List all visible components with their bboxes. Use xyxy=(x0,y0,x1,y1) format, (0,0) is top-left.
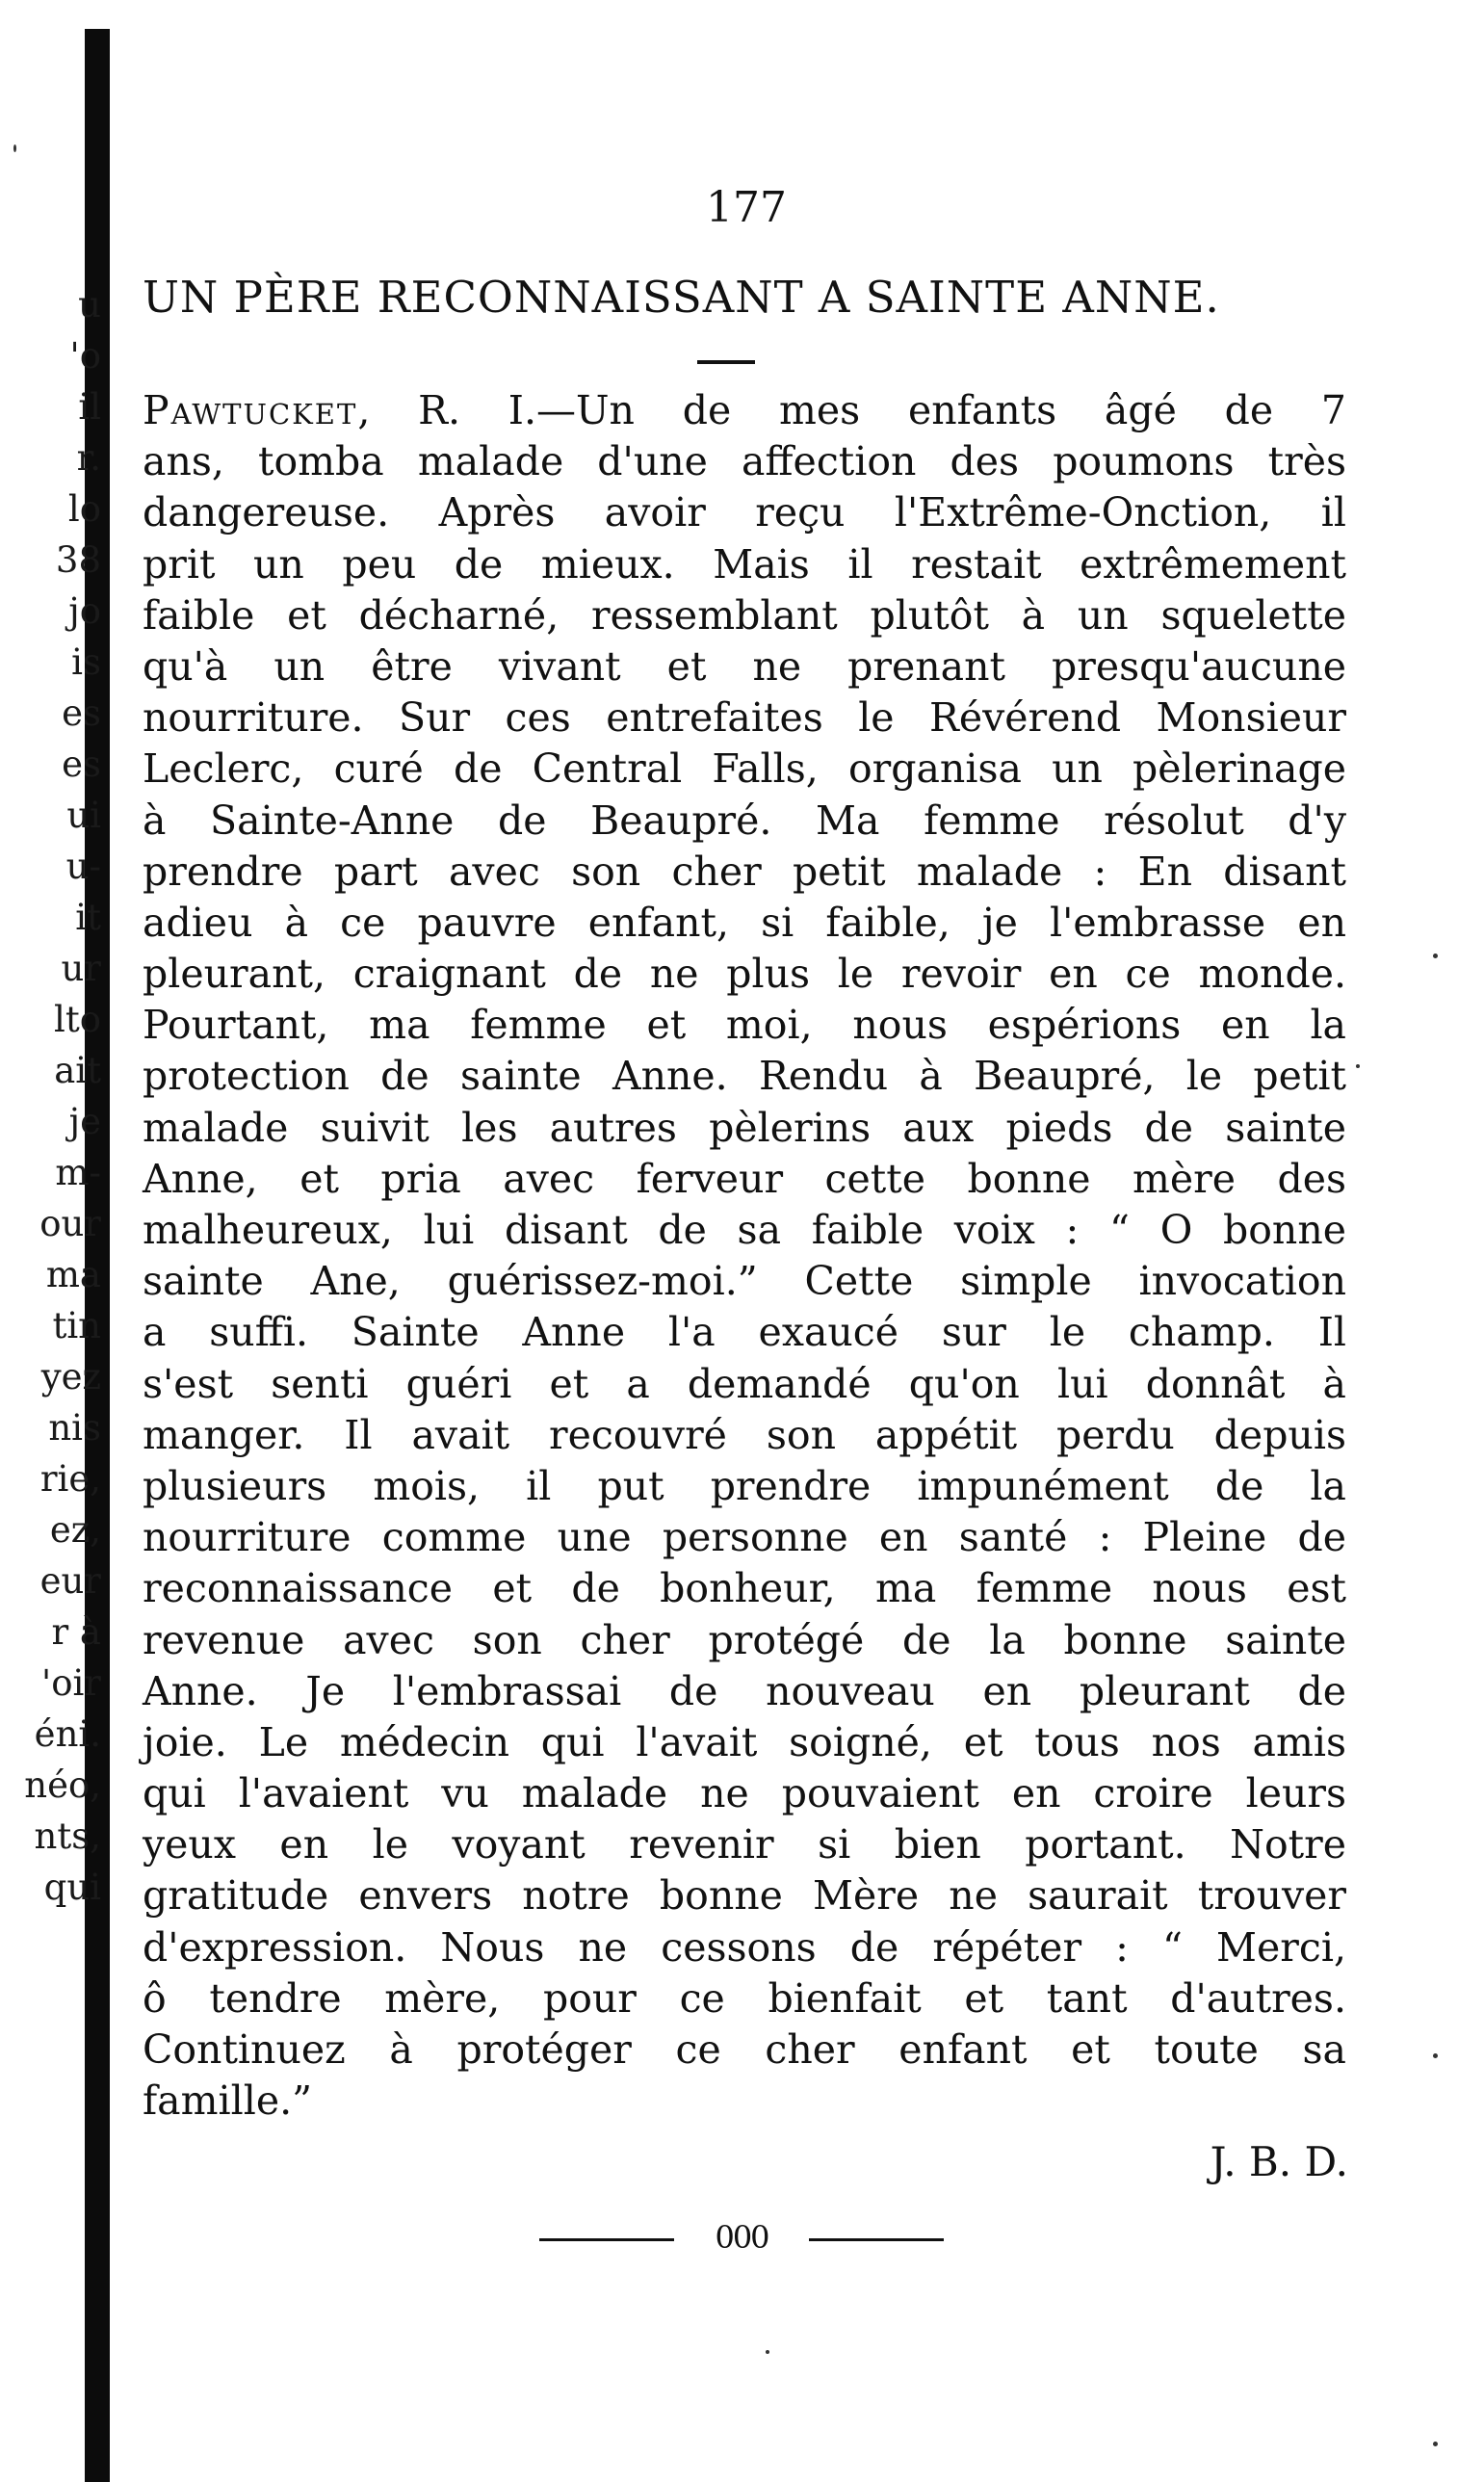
body-line: qu'à un être vivant et ne prenant presqu'aucune xyxy=(143,642,1346,690)
body-line: reconnaissance et de bonheur, ma femme nous est xyxy=(143,1565,1346,1612)
body-line: yeux en le voyant revenir si bien portant. Notre xyxy=(143,1821,1346,1868)
body-line: nourriture. Sur ces entrefaites le Révérend Monsieur xyxy=(143,694,1346,742)
left-fragment: es xyxy=(62,744,101,785)
body-line: d'expression. Nous ne cessons de répéter : “ Merci, xyxy=(143,1923,1346,1971)
body-line: prit un peu de mieux. Mais il restait extrêmement xyxy=(143,540,1346,588)
body-line: pleurant, craignant de ne plus le revoir en ce monde. xyxy=(143,951,1346,998)
left-fragment: nts, xyxy=(34,1816,101,1857)
left-fragment: néo, xyxy=(24,1764,101,1806)
body-line: prendre part avec son cher petit malade : En disant xyxy=(143,848,1346,895)
left-fragment: 'oir xyxy=(41,1662,101,1704)
separator-ornament-text: 000 xyxy=(715,2219,768,2256)
separator-ornament xyxy=(539,2219,944,2256)
body-line: a suffi. Sainte Anne l'a exaucé sur le champ. Il xyxy=(143,1309,1346,1356)
left-fragment: it xyxy=(75,897,101,938)
left-fragment: m- xyxy=(55,1152,101,1193)
left-fragment: eur xyxy=(39,1560,101,1602)
body-line: faible et décharné, ressemblant plutôt à un squelette xyxy=(143,591,1346,639)
dateline-place: Pawtucket xyxy=(143,387,358,433)
left-fragment: is xyxy=(71,641,101,683)
left-fragment: ez, xyxy=(49,1509,101,1551)
ink-speck xyxy=(766,2350,769,2354)
left-fragment: nis xyxy=(48,1407,101,1449)
body-line: sainte Ane, guérissez-moi.” Cette simple invocation xyxy=(143,1258,1346,1305)
body-line: dangereuse. Après avoir reçu l'Extrême-Onction, il xyxy=(143,489,1346,536)
left-fragment: u- xyxy=(65,846,101,887)
left-fragment: our xyxy=(39,1203,101,1244)
body-line: ans, tomba malade d'une affection des poumons très xyxy=(143,438,1346,485)
left-fragment: je xyxy=(68,1101,101,1142)
left-fragment: r. xyxy=(76,437,101,479)
left-fragment: ur xyxy=(61,948,101,989)
body-line-text: , R. I.—Un de mes enfants âgé de 7 xyxy=(357,387,1346,433)
left-fragment: rie, xyxy=(39,1458,101,1500)
left-column-fragments xyxy=(0,279,104,1913)
body-line: qui l'avaient vu malade ne pouvaient en croire leurs xyxy=(143,1770,1346,1817)
left-fragment: 38 xyxy=(55,539,101,581)
body-line: ô tendre mère, pour ce bienfait et tant d'autres. xyxy=(143,1974,1346,2022)
left-fragment: qui xyxy=(43,1867,101,1908)
signature: J. B. D. xyxy=(1210,2138,1348,2185)
ink-speck xyxy=(13,144,16,152)
left-fragment: r à xyxy=(51,1611,101,1653)
body-line: à Sainte-Anne de Beaupré. Ma femme résolut d'y xyxy=(143,797,1346,844)
body-line: Anne, et pria avec ferveur cette bonne mère des xyxy=(143,1155,1346,1202)
left-fragment: il xyxy=(78,386,101,428)
left-fragment: tin xyxy=(52,1305,101,1346)
article-body xyxy=(143,385,1346,2127)
body-line: protection de sainte Anne. Rendu à Beaupré, le petit xyxy=(143,1053,1346,1100)
left-fragment: es xyxy=(62,692,101,734)
body-line: famille.” xyxy=(143,2077,313,2125)
body-line: manger. Il avait recouvré son appétit perdu depuis xyxy=(143,1411,1346,1458)
body-line: Continuez à protéger ce cher enfant et toute sa xyxy=(143,2026,1346,2073)
body-line: joie. Le médecin qui l'avait soigné, et tous nos amis xyxy=(143,1718,1346,1765)
left-fragment: lto xyxy=(54,999,101,1040)
body-line: malade suivit les autres pèlerins aux pieds de sainte xyxy=(143,1104,1346,1151)
left-fragment: 'o xyxy=(69,335,101,377)
ink-speck xyxy=(1433,2053,1438,2058)
title-rule xyxy=(697,360,755,364)
body-line: s'est senti guéri et a demandé qu'on lui donnât à xyxy=(143,1360,1346,1407)
ink-speck xyxy=(1433,2442,1438,2446)
ink-speck xyxy=(1356,1064,1360,1068)
body-line: plusieurs mois, il put prendre impunément de la xyxy=(143,1462,1346,1509)
separator-rule-left xyxy=(539,2238,674,2241)
article-title: UN PÈRE RECONNAISSANT A SAINTE ANNE. xyxy=(143,272,1220,323)
left-fragment: lo xyxy=(67,488,101,530)
page-number: 177 xyxy=(706,183,787,232)
body-line: revenue avec son cher protégé de la bonne sainte xyxy=(143,1616,1346,1663)
left-fragment: ma xyxy=(45,1254,101,1295)
left-fragment: jo xyxy=(68,590,101,632)
body-line: nourriture comme une personne en santé : Pleine de xyxy=(143,1514,1346,1561)
left-fragment: yez xyxy=(40,1356,101,1398)
left-fragment: u xyxy=(78,284,101,326)
body-line: Pourtant, ma femme et moi, nous espérions en la xyxy=(143,1002,1346,1049)
body-line: malheureux, lui disant de sa faible voix : “ O bonne xyxy=(143,1207,1346,1253)
ink-speck xyxy=(1433,954,1438,958)
body-line: Anne. Je l'embrassai de nouveau en pleurant de xyxy=(143,1667,1346,1714)
left-fragment: ait xyxy=(54,1050,101,1091)
body-line: Leclerc, curé de Central Falls, organisa un pèlerinage xyxy=(143,745,1346,793)
body-line: adieu à ce pauvre enfant, si faible, je l'embrasse en xyxy=(143,899,1346,946)
left-fragment: ui xyxy=(66,795,101,836)
body-line xyxy=(143,385,1346,436)
body-line: gratitude envers notre bonne Mère ne saurait trouver xyxy=(143,1872,1346,1920)
separator-rule-right xyxy=(809,2238,944,2241)
left-fragment: éni. xyxy=(34,1713,101,1755)
